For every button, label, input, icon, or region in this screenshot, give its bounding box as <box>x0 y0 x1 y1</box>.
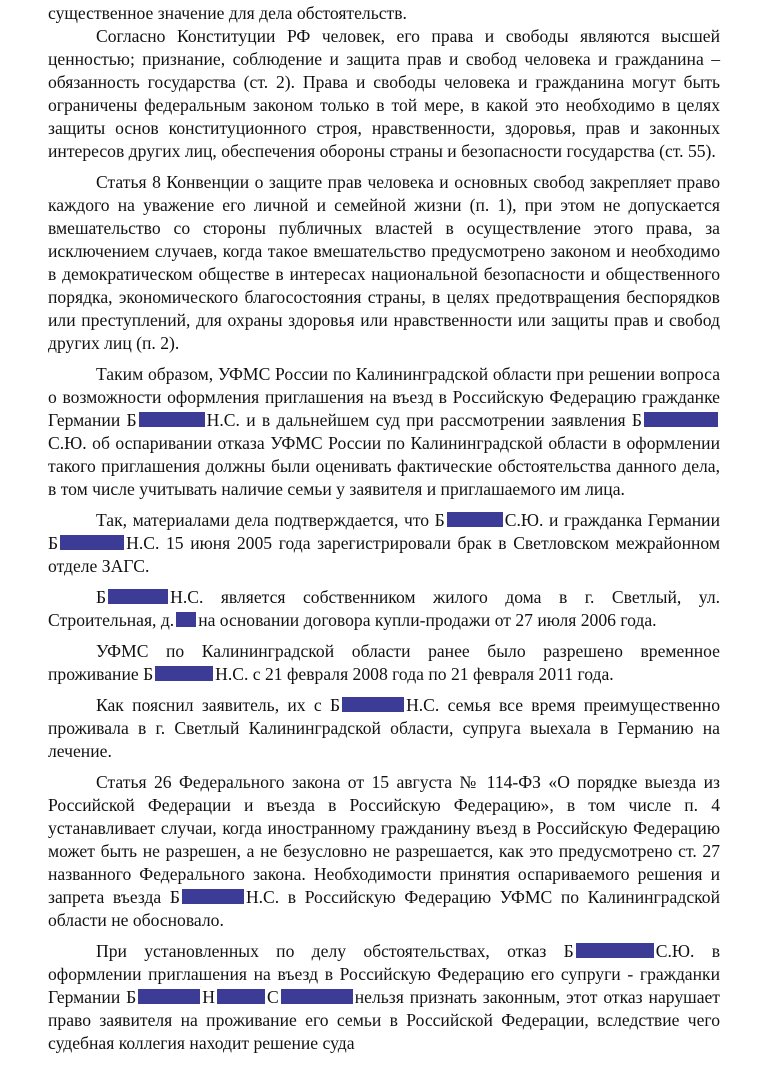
text-segment: Таким образом, УФМС России по Калининградской области при решении вопроса о возможности оформления приглашения на въезд в Российскую Федерацию гражданке Германии Б <box>48 364 720 430</box>
paragraph-intro: существенное значение для дела обстоятельств. <box>48 3 407 23</box>
text-segment: При установленных по делу обстоятельствах, отказ Б <box>96 941 574 961</box>
paragraph-property <box>48 586 720 632</box>
text-segment: Как пояснил заявитель, их с Б <box>96 695 341 715</box>
text-segment: УФМС по Калининградской области ранее было разрешено временное проживание Б <box>48 641 720 684</box>
redaction-block <box>342 697 404 712</box>
text-segment: Н.С. является собственником жилого дома в г. Светлый, ул. Строительная, д. <box>48 587 720 630</box>
redaction-block <box>60 535 124 550</box>
text-segment: Н.С. в Российскую Федерацию УФМС по Калининградской области не обосновало. <box>48 887 720 930</box>
redaction-block <box>138 989 200 1004</box>
redaction-block <box>182 889 244 904</box>
redaction-block <box>576 943 654 958</box>
text-segment: С.Ю. и гражданка Германии Б <box>48 510 721 553</box>
redaction-block <box>139 412 205 427</box>
text-segment: Н.С. 15 июня 2005 года зарегистрировали брак в Светловском межрайонном отделе ЗАГС. <box>48 533 720 576</box>
text-segment: Статья 26 Федерального закона от 15 августа № 114-ФЗ «О порядке выезда из Российской Федерации и въезда в Российскую Федерацию», в том числе п. 4 устанавливает случаи, когда иностранному гражданину въезд в Российскую Федерацию может быть не разрешен, а не безусловно не разрешается, как это предусмотрено ст. 27 названного Федерального закона. Необходимости принятия оспариваемого решения и запрета въезда Б <box>48 772 720 907</box>
redaction-block <box>155 666 213 681</box>
paragraph-convention: Статья 8 Конвенции о защите прав человека и основных свобод закрепляет право каждого на уважение его личной и семейной жизни (п. 1), при этом не допускается вмешательство со стороны публичных властей в осуществление этого права, за исключением случаев, когда такое вмешательство предусмотрено законом и необходимо в демократическом обществе в интересах национальной безопасности и общественного порядка, экономического благосостояния страны, в целях предотвращения беспорядков или преступлений, для охраны здоровья или нравственности или защиты прав и свобод других лиц (п. 2). <box>48 172 720 353</box>
paragraph-constitution: Согласно Конституции РФ человек, его права и свободы являются высшей ценностью; признание, соблюдение и защита прав и свобод человека и гражданина – обязанность государства (ст. 2). Права и свободы человека и гражданина могут быть ограничены федеральным законом только в той мере, в какой это необходимо в целях защиты основ конституционного строя, нравственности, здоровья, прав и законных интересов других лиц, обеспечения обороны страны и безопасности государства (ст. 55). <box>48 26 720 161</box>
redaction-block <box>281 989 353 1004</box>
text-segment: Б <box>96 587 107 607</box>
text-segment: С.Ю. в оформлении приглашения на въезд в Российскую Федерацию его супруги - гражданки Германии Б <box>48 941 721 1007</box>
redaction-block <box>447 512 503 527</box>
text-segment: Так, материалами дела подтверждается, что Б <box>96 510 445 530</box>
paragraph-federal-law <box>48 771 720 932</box>
paragraph-decision <box>48 940 720 1055</box>
text-segment: Н.С. и в дальнейшем суд при рассмотрении заявления Б <box>206 410 642 430</box>
text-segment: Н <box>202 987 216 1007</box>
text-segment: Н.С. с 21 февраля 2008 года по 21 февраля 2011 года. <box>215 664 614 684</box>
paragraph-marriage <box>48 509 720 578</box>
redaction-block <box>217 989 265 1004</box>
document-body <box>48 25 720 1055</box>
text-segment: С <box>267 987 279 1007</box>
paragraph-residence <box>48 640 720 686</box>
redaction-block <box>644 412 718 427</box>
text-segment: нельзя признать законным, этот отказ нарушает право заявителя на проживание его семьи в Российской Федерации, вследствие чего судебная коллегия находит решение суда <box>48 987 720 1053</box>
redaction-block <box>108 589 168 604</box>
text-segment: на основании договора купли-продажи от 27 июля 2006 года. <box>198 610 657 630</box>
redaction-block <box>176 612 196 627</box>
text-segment: Н.С. семья все время преимущественно проживала в г. Светлый Калининградской области, супруга выехала в Германию на лечение. <box>48 695 721 761</box>
paragraph-explanation <box>48 694 720 763</box>
paragraph-conclusion <box>48 363 720 501</box>
text-segment: С.Ю. об оспаривании отказа УФМС России по Калининградской области в оформлении такого приглашения должны были оценивать фактические обстоятельства данного дела, в том числе учитывать наличие семьи у заявителя и приглашаемого им лица. <box>48 433 720 499</box>
